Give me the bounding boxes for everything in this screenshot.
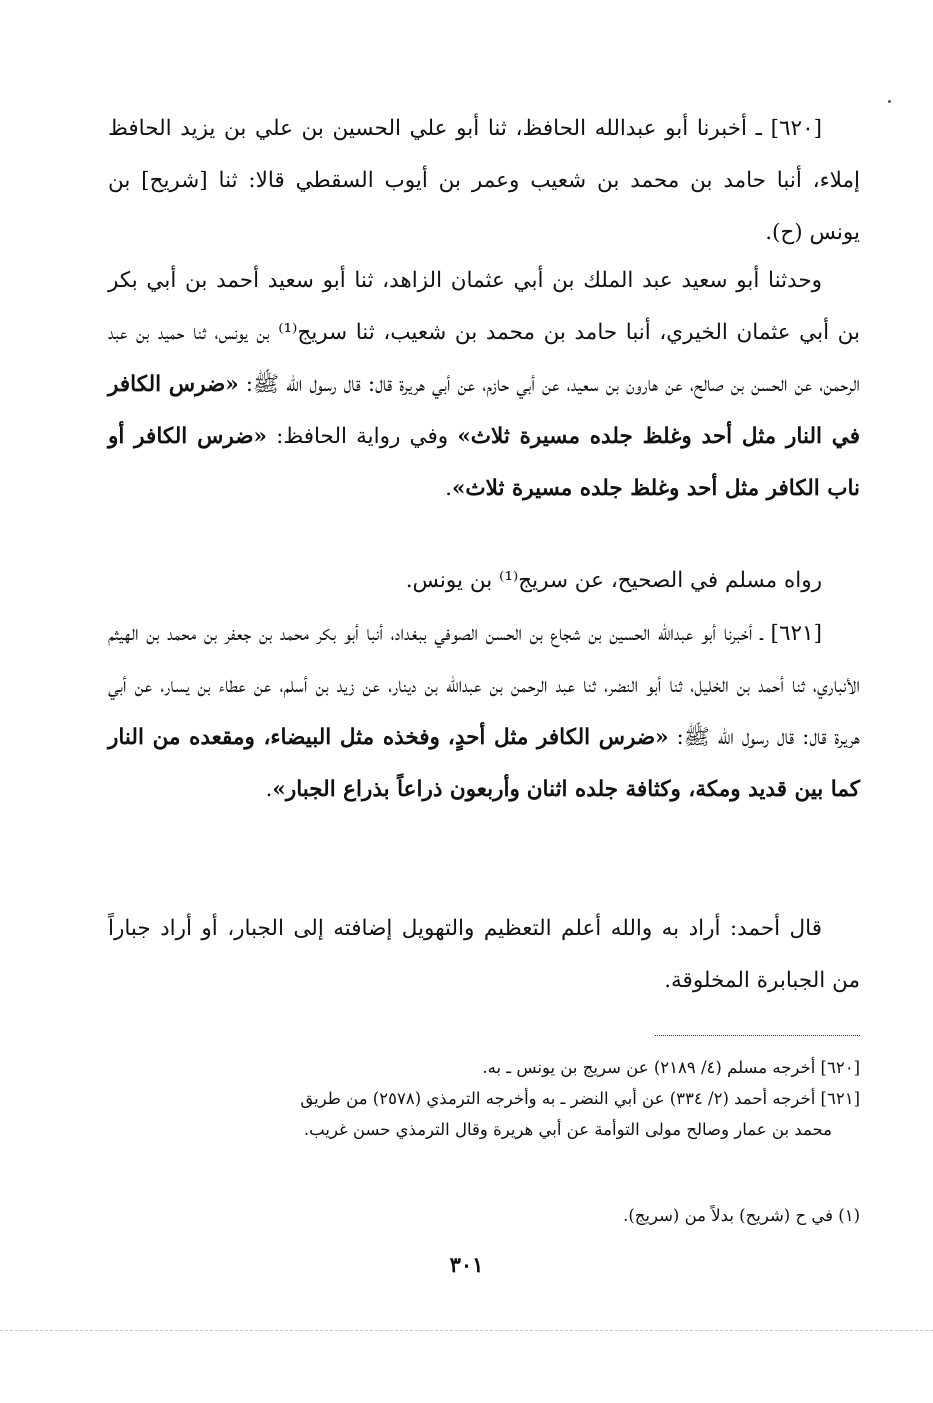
chain-line-1: وحدثنا أبو سعيد عبد الملك بن أبي عثمان الزاهد، ثنا أبو سعيد أحمد بن: [185, 268, 823, 293]
chain-line-6: .: [445, 476, 452, 501]
hadith-621-line-6: .: [265, 777, 273, 802]
hadith-620-line-2: الحافظ إملاء، أنبا حامد بن محمد بن شعيب وعمر بن أيوب السقطي قالا: ثنا: [108, 116, 860, 193]
hadith-text-bold: وفخذه مثل البيضاء، ومقعده من النار كما بين قديد ومكة، وكثافة جلده اثنان: [108, 725, 860, 802]
hadith-621-line-2: أنبا أبو بكر محمد بن جعفر بن محمد بن الهيثم الأنباري، ثنا أحمد بن الخليل،: [108, 621, 860, 698]
scan-mark: [888, 100, 891, 103]
muslim-note: [108, 555, 860, 607]
muslim-note-text: رواه مسلم في الصحيح، عن سريج⁽¹⁾ بن يونس.: [405, 568, 822, 593]
hadith-620-line-3: [شريح] بن يونس (ح).: [108, 168, 860, 245]
chain-line-3: يونس، ثنا حميد بن عبد الرحمن، عن الحسن بن صالح، عن هارون بن: [108, 320, 860, 397]
hadith-text-bold: وأربعون ذراعاً بذراع الجبار»: [272, 777, 520, 802]
page-number: ٣٠١: [449, 1252, 484, 1277]
hadith-text-bold: في النار مثل أحد وغلظ جلده مسيرة ثلاث»: [457, 424, 860, 449]
hadith-text-bold: «ضرس الكافر أو: [108, 424, 267, 449]
chain-line-2: أبي بكر بن أبي عثمان الخيري، أنبا حامد بن محمد بن شعيب، ثنا سريج⁽¹⁾ بن: [108, 268, 861, 345]
takhrij-notes: [108, 1052, 860, 1145]
footnote-separator: [655, 1035, 860, 1036]
footnote-1-text: (١) في ح (شريح) بدلاً من (سريج).: [623, 1206, 860, 1225]
hadith-620: [108, 103, 860, 259]
scan-edge-line: [0, 1330, 933, 1331]
hadith-text-bold: «ضرس الكافر مثل أحدٍ،: [447, 725, 669, 750]
hadith-text-bold: «ضرس الكافر: [108, 372, 239, 397]
second-chain-paragraph: [108, 255, 860, 515]
takhrij-620: [٦٢٠] أخرجه مسلم (٤/ ٢١٨٩) عن سريج بن يونس ـ به.: [482, 1058, 860, 1077]
takhrij-621-line-2: محمد بن عمار وصالح مولى التوأمة عن أبي هريرة وقال الترمذي حسن غريب.: [303, 1120, 832, 1139]
ahmad-comment-line-2: جباراً من الجبابرة المخلوقة.: [108, 916, 860, 993]
chain-line-4: سعيد، عن أبي حازم، عن أبي هريرة قال: قال رسول الله ﷺ:: [238, 372, 599, 397]
hadith-621-line-3: ثنا أبو النضر، ثنا عبد الرحمن بن عبدالله بن دينار، عن زيد بن أسلم، عن: [253, 673, 683, 698]
hadith-text-bold: ناب الكافر مثل أحد وغلظ جلده مسيرة ثلاث»: [451, 476, 860, 501]
takhrij-621-line-1: [٦٢١] أخرجه أحمد (٢/ ٣٣٤) عن أبي النضر ـ به وأخرجه الترمذي (٢٥٧٨) من طريق: [300, 1089, 860, 1108]
footnote-1: [108, 1200, 860, 1231]
hadith-621-line-1: [٦٢١] ـ أخبرنا أبو عبدالله الحسين بن شجاع بن الحسن الصوفي ببغداد،: [390, 621, 822, 646]
hadith-621-line-4: عطاء بن يسار، عن أبي هريرة قال: قال رسول الله ﷺ:: [108, 673, 860, 750]
chain-line-5: وفي رواية الحافظ:: [266, 424, 458, 449]
hadith-621: [108, 608, 860, 816]
ahmad-comment: [108, 903, 860, 1007]
ahmad-comment-line-1: قال أحمد: أراد به والله أعلم التعظيم والتهويل إضافته إلى الجبار، أو أراد: [160, 916, 822, 941]
hadith-620-line-1: [٦٢٠] ـ أخبرنا أبو عبدالله الحافظ، ثنا أبو علي الحسين بن علي بن يزيد: [180, 116, 823, 141]
